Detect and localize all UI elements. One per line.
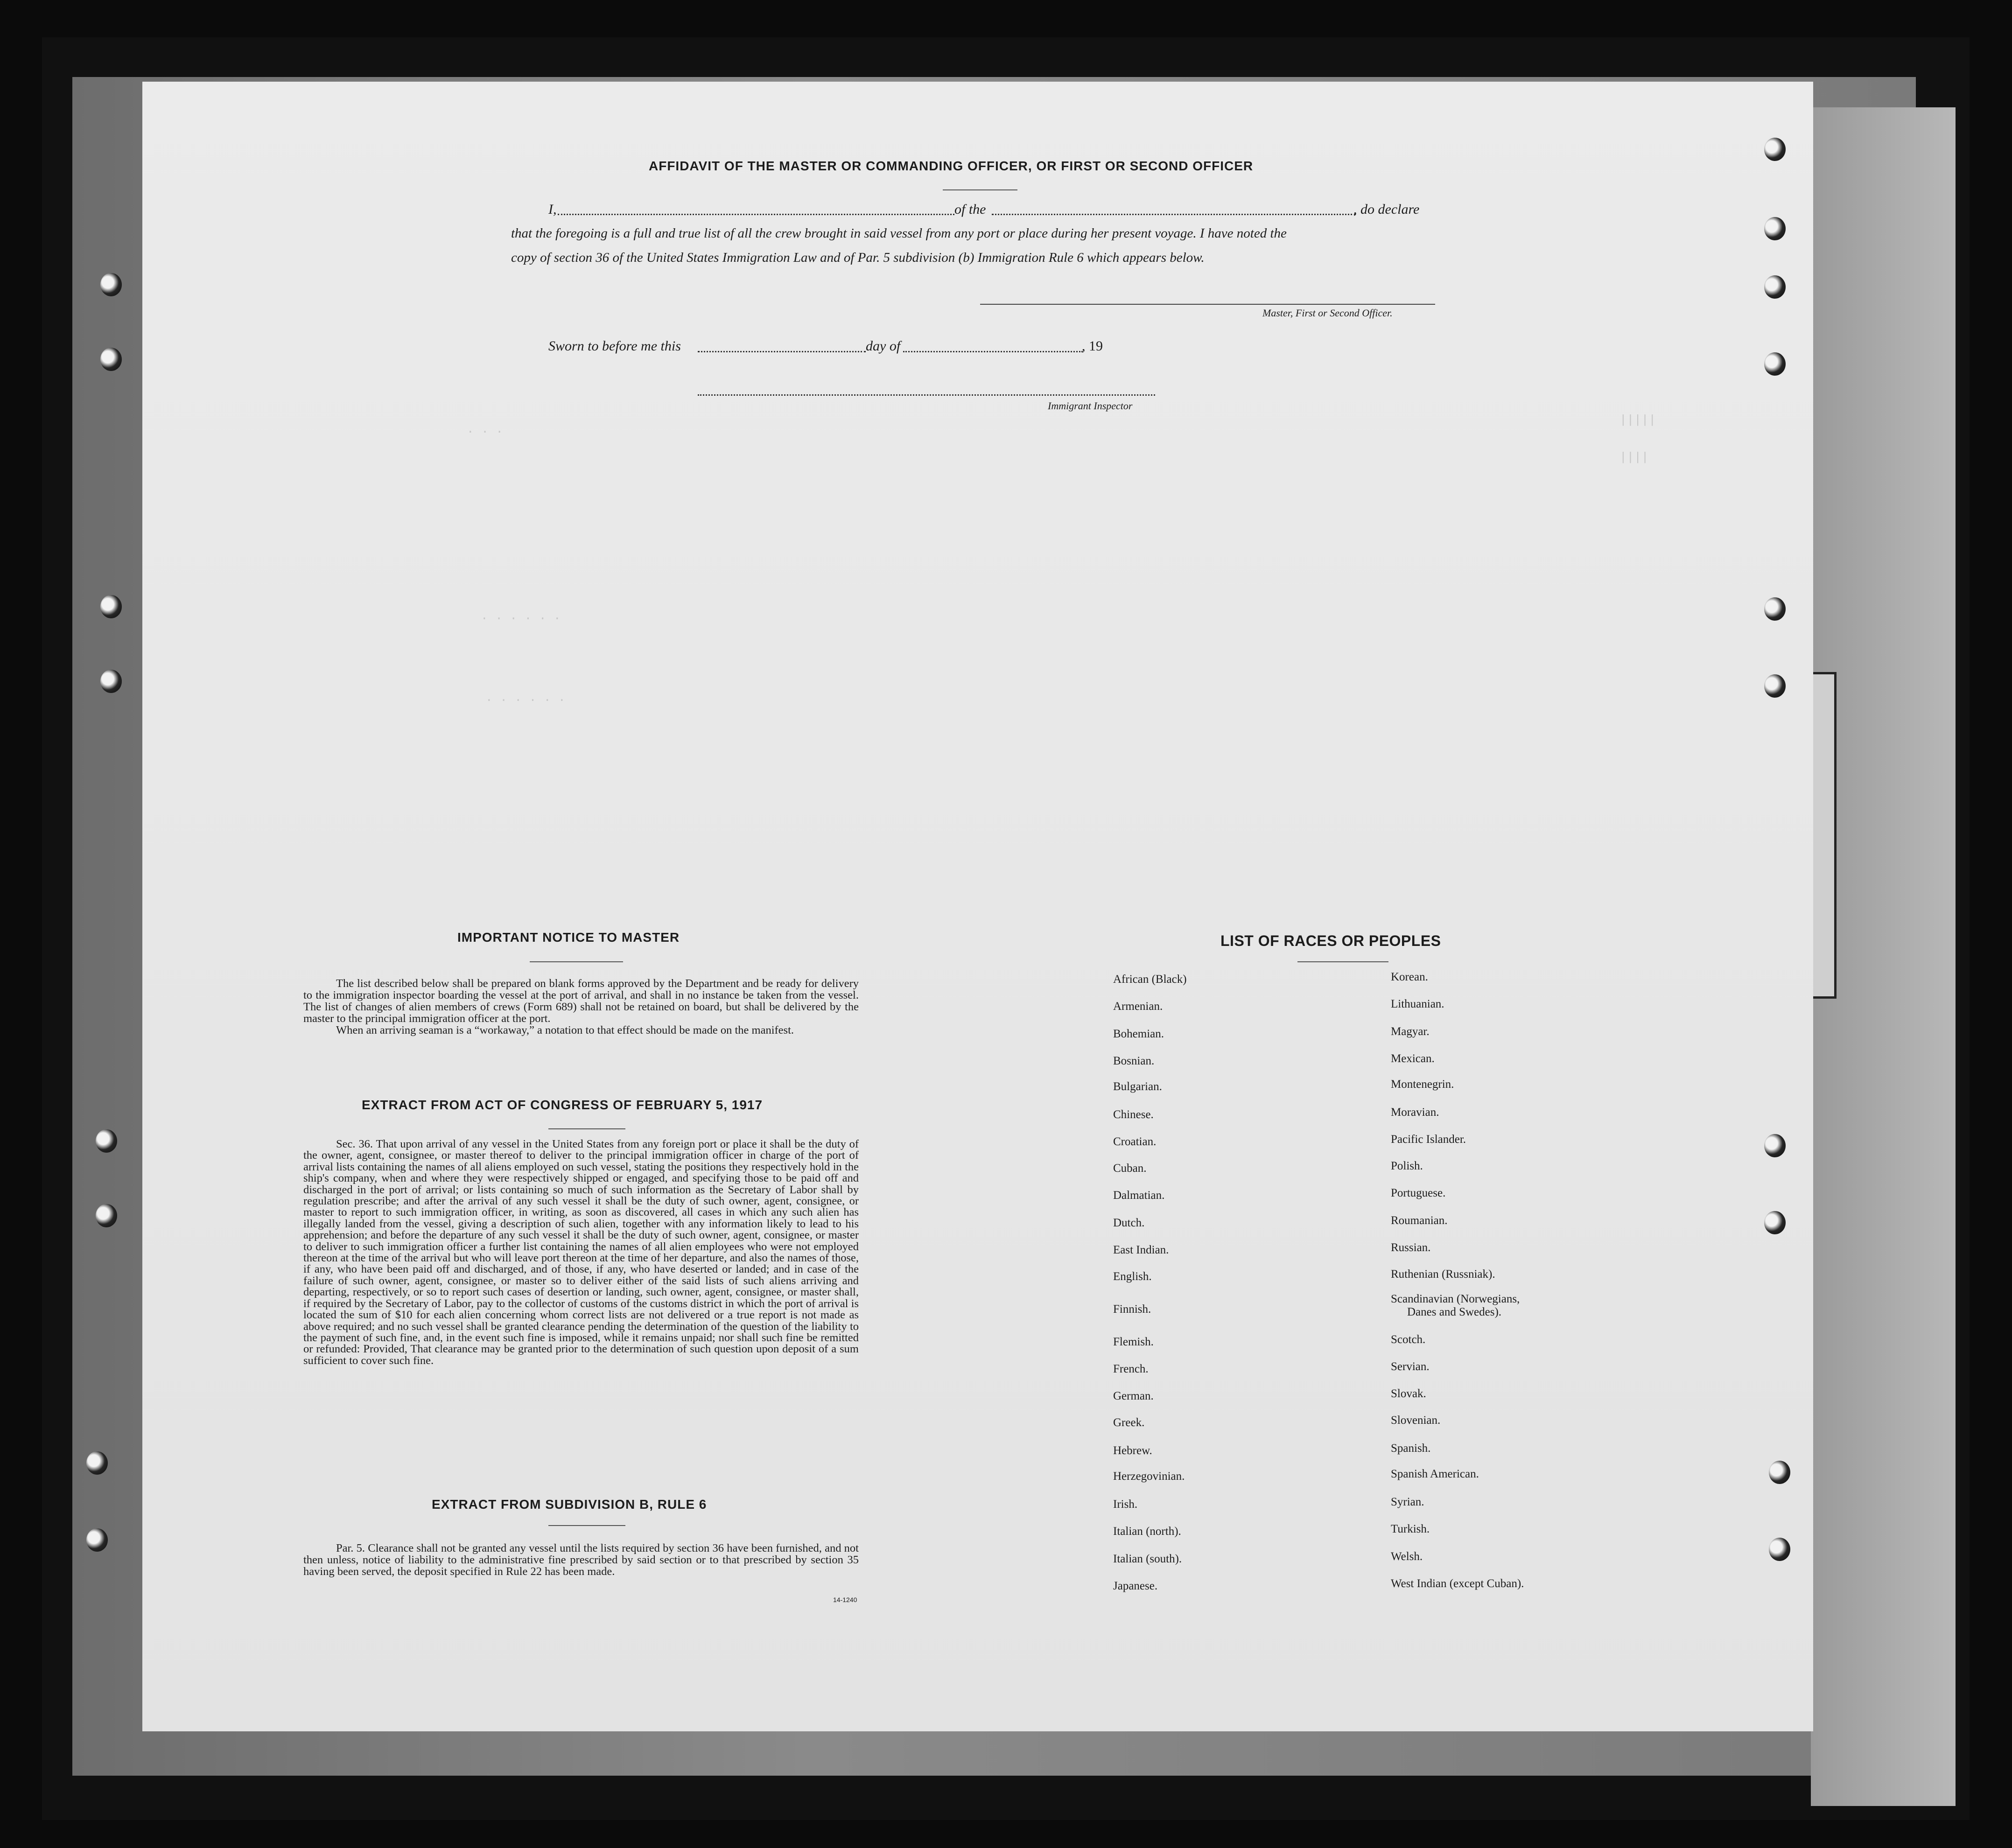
race-item: Flemish. <box>1113 1336 1154 1348</box>
bleed-through: ||||| <box>1619 413 1656 427</box>
affidavit-line3: copy of section 36 of the United States Immigration Law and of Par. 5 subdivision (b) Immigration Rule 6 which appears below. <box>511 250 1205 265</box>
race-item: Mexican. <box>1391 1052 1435 1065</box>
race-item: Slovenian. <box>1391 1414 1441 1427</box>
inspector-signature-line <box>698 394 1155 396</box>
binder-hole <box>1764 138 1786 161</box>
race-item: Italian (south). <box>1113 1553 1182 1565</box>
races-underline <box>1297 961 1388 962</box>
par-5-text: Par. 5. Clearance shall not be granted any vessel until the lists required by section 36 have been furnished, and not then unless, notice of liability to the administrative fine prescribed by said section or to that prescribed by section 35 having been served, the deposit specified in Rule 22 has been made. <box>303 1542 859 1578</box>
name-blank <box>558 214 954 215</box>
vessel-blank <box>992 214 1356 215</box>
race-item: French. <box>1113 1363 1149 1375</box>
extract-rule-underline <box>548 1525 625 1526</box>
section-36-text: Sec. 36. That upon arrival of any vessel in the United States from any foreign port or place it shall be the duty of the owner, agent, consignee, or master thereof to deliver to the principal immigration officer in charge of the port of arrival lists containing the names of all aliens employed on such vessel, stating the positions they respectively hold in the ship's company, when and where they were respectively shipped or engaged, and specifying those to be paid off and discharged in the port of arrival; or lists containing so much of such information as the Secretary of Labor shall by regulation prescribe; and after the arrival of any such vessel it shall be the duty of such owner, agent, consignee, or master to report to such immigration officer, in writing, as soon as discovered, all cases in which any such alien has illegally landed from the vessel, giving a description of such alien, together with any information likely to lead to his apprehension; and before the departure of any such vessel it shall be the duty of such owner, agent, consignee, or master to deliver to such immigration officer a further list containing the names of all alien employees who were not employed thereon at the time of the arrival but who will leave port thereon at the time of her departure, and also the names of those, if any, who have been paid off and discharged, and of those, if any, who have deserted or landed; and in case of the failure of such owner, agent, consignee, or master so to deliver either of the said lists of such aliens arriving and departing, respectively, or so to report such cases of desertion or landing, such owner, agent, consignee, or master shall, if required by the Secretary of Labor, pay to the collector of customs of the customs district in which the port of arrival is located the sum of $10 for each alien concerning whom correct lists are not delivered or a true report is not made as above required; and no such vessel shall be granted clearance pending the determination of the question of the liability to the payment of such fine, and, in the event such fine is imposed, while it remains unpaid; nor shall such fine be remitted or refunded: Provided, That clearance may be granted prior to the determination of such question upon deposit of a sum sufficient to cover such fine. <box>303 1138 859 1367</box>
extract-act-underline <box>548 1128 625 1129</box>
extract-rule-title: EXTRACT FROM SUBDIVISION B, RULE 6 <box>432 1497 707 1512</box>
race-item: German. <box>1113 1390 1154 1402</box>
race-item: Bohemian. <box>1113 1028 1164 1040</box>
binder-hole <box>1764 674 1786 698</box>
form-number: 14-1240 <box>833 1596 857 1603</box>
year-text: , 19 <box>1082 338 1103 354</box>
notice-underline <box>530 961 623 962</box>
race-item: Dutch. <box>1113 1217 1145 1229</box>
race-item: English. <box>1113 1270 1152 1283</box>
race-item: West Indian (except Cuban). <box>1391 1577 1524 1590</box>
race-item: Polish. <box>1391 1160 1423 1172</box>
binder-hole <box>100 273 122 296</box>
binder-hole <box>86 1528 108 1552</box>
race-item: Japanese. <box>1113 1580 1158 1592</box>
sworn-month-blank <box>903 351 1083 352</box>
race-item: Turkish. <box>1391 1523 1430 1535</box>
notice-title: IMPORTANT NOTICE TO MASTER <box>457 930 680 945</box>
race-item: Magyar. <box>1391 1025 1430 1038</box>
binder-hole <box>1769 1461 1790 1484</box>
binder-hole <box>1764 597 1786 621</box>
affidavit-line1-i: I, <box>548 202 557 217</box>
races-title: LIST OF RACES OR PEOPLES <box>1220 932 1441 949</box>
binder-hole <box>96 1204 117 1227</box>
bleed-through: . . . . . . <box>485 691 566 705</box>
bleed-through: . . . <box>467 422 504 436</box>
race-item: Greek. <box>1113 1416 1145 1429</box>
race-item: Servian. <box>1391 1360 1430 1373</box>
race-item: Portuguese. <box>1391 1187 1446 1199</box>
binder-hole <box>96 1129 117 1153</box>
race-item: Finnish. <box>1113 1303 1151 1316</box>
race-item: Croatian. <box>1113 1135 1157 1148</box>
binder-hole <box>1764 1134 1786 1157</box>
master-caption: Master, First or Second Officer. <box>1262 307 1393 319</box>
race-item: Herzegovinian. <box>1113 1470 1185 1483</box>
race-item: Scotch. <box>1391 1333 1426 1346</box>
extract-act-title: EXTRACT FROM ACT OF CONGRESS OF FEBRUARY 5, 1917 <box>362 1098 763 1112</box>
binder-hole <box>1764 352 1786 376</box>
race-item: Italian (north). <box>1113 1525 1181 1538</box>
affidavit-line2: that the foregoing is a full and true list of all the crew brought in said vessel from any port or place during her present voyage. I have noted the <box>511 226 1287 241</box>
binder-hole <box>1769 1538 1790 1561</box>
extract-rule-body <box>303 1542 859 1577</box>
race-item: Scandinavian (Norwegians, <box>1391 1293 1520 1305</box>
race-item: Bulgarian. <box>1113 1080 1162 1093</box>
sworn-text: Sworn to before me this <box>548 338 681 354</box>
race-item: East Indian. <box>1113 1244 1169 1256</box>
master-signature-line <box>980 304 1435 305</box>
binder-hole <box>100 595 122 618</box>
affidavit-line1-of-the: of the <box>954 202 986 217</box>
race-item: Roumanian. <box>1391 1214 1448 1227</box>
bleed-through: . . . . . . <box>481 609 561 623</box>
binder-hole <box>1764 1211 1786 1234</box>
sworn-day-blank <box>698 351 866 352</box>
extract-act-body <box>303 1139 859 1366</box>
race-item: Armenian. <box>1113 1000 1163 1013</box>
affidavit-title: AFFIDAVIT OF THE MASTER OR COMMANDING OFFICER, OR FIRST OR SECOND OFFICER <box>649 159 1254 173</box>
notice-body <box>303 978 859 1036</box>
index-tab-edge <box>1813 672 1837 999</box>
binder-hole <box>86 1451 108 1475</box>
race-item: Welsh. <box>1391 1550 1423 1563</box>
inspector-caption: Immigrant Inspector <box>1048 400 1133 412</box>
race-item: Irish. <box>1113 1498 1138 1511</box>
day-of-text: day of <box>866 338 901 354</box>
race-item: Russian. <box>1391 1241 1431 1254</box>
race-item: Slovak. <box>1391 1387 1426 1400</box>
race-item: Ruthenian (Russniak). <box>1391 1268 1495 1281</box>
race-item: Bosnian. <box>1113 1055 1155 1067</box>
binder-hole <box>100 348 122 371</box>
affidavit-line1-declare: , do declare <box>1353 202 1420 217</box>
race-item: Cuban. <box>1113 1162 1147 1175</box>
notice-paragraph-2: When an arriving seaman is a “workaway,” a notation to that effect should be made on the manifest. <box>336 1024 794 1036</box>
race-item: Hebrew. <box>1113 1444 1152 1457</box>
title-underline <box>943 189 1017 190</box>
race-item: Syrian. <box>1391 1496 1424 1508</box>
race-item-continuation: Danes and Swedes). <box>1407 1306 1502 1318</box>
race-item: Lithuanian. <box>1391 998 1444 1010</box>
race-item: Montenegrin. <box>1391 1078 1454 1091</box>
race-item: Spanish American. <box>1391 1468 1479 1480</box>
race-item: Spanish. <box>1391 1442 1431 1455</box>
race-item: Dalmatian. <box>1113 1189 1165 1202</box>
race-item: Pacific Islander. <box>1391 1133 1466 1146</box>
bleed-through: |||| <box>1619 450 1649 464</box>
binder-hole <box>100 670 122 693</box>
notice-paragraph-1: The list described below shall be prepared on blank forms approved by the Department and be ready for delivery to the immigration inspector boarding the vessel at the port of arrival, and shall in no instance be taken from the vessel. The list of changes of alien members of crews (Form 689) shall not be retained on board, but shall be delivered by the master to the principal immigration officer at the port. <box>303 977 859 1025</box>
race-item: Moravian. <box>1391 1106 1439 1119</box>
binder-hole <box>1764 217 1786 240</box>
race-item: African (Black) <box>1113 973 1187 986</box>
race-item: Chinese. <box>1113 1108 1154 1121</box>
binder-hole <box>1764 275 1786 299</box>
race-item: Korean. <box>1391 971 1428 983</box>
document-page <box>142 82 1813 1731</box>
